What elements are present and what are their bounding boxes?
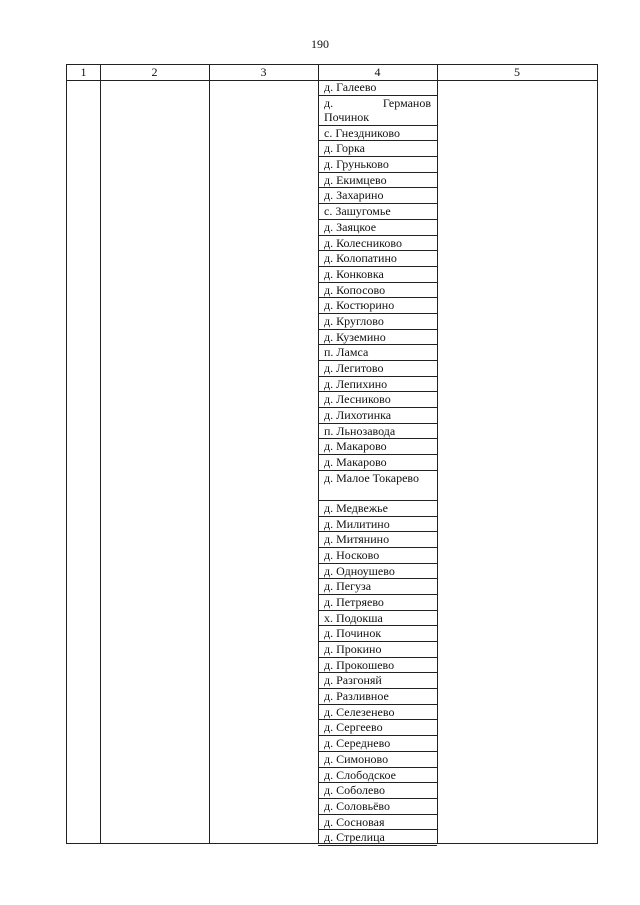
locality-cell: д. Захарино [318, 188, 437, 204]
locality-cell: д. Петряево [318, 595, 437, 611]
locality-cell: с. Гнездниково [318, 126, 437, 142]
locality-cell: д. Соловьёво [318, 799, 437, 815]
locality-cell: д. Починок [318, 626, 437, 642]
locality-cell: д. Малое Токарево [318, 471, 437, 501]
locality-cell: д. Середнево [318, 736, 437, 752]
locality-cell: д. Симоново [318, 752, 437, 768]
locality-cell: с. Зашугомье [318, 204, 437, 220]
locality-cell: д. Соболево [318, 783, 437, 799]
locality-cell: д. Германов Починок [318, 96, 437, 126]
locality-cell: д. Медвежье [318, 501, 437, 517]
locality-column [318, 80, 437, 846]
header-col-5: 5 [514, 65, 520, 79]
header-col-1: 1 [80, 65, 87, 79]
locality-cell: д. Лепихино [318, 377, 437, 393]
header-col-4: 4 [374, 65, 381, 79]
locality-cell: д. Носково [318, 548, 437, 564]
locality-cell: д. Сосновая [318, 815, 437, 831]
locality-cell: д. Одноушево [318, 564, 437, 580]
locality-cell: х. Подокша [318, 611, 437, 627]
locality-cell: д. Прокошево [318, 658, 437, 674]
locality-cell: д. Макарово [318, 455, 437, 471]
locality-cell: д. Милитино [318, 517, 437, 533]
locality-cell: д. Колопатино [318, 251, 437, 267]
locality-cell: д. Горка [318, 141, 437, 157]
locality-cell: д. Костюрино [318, 298, 437, 314]
locality-cell: д. Прокино [318, 642, 437, 658]
locality-cell: д. Митянино [318, 532, 437, 548]
locality-cell: д. Разливное [318, 689, 437, 705]
locality-cell: д. Куземино [318, 330, 437, 346]
locality-cell: д. Лихотинка [318, 408, 437, 424]
locality-cell: д. Заяцкое [318, 220, 437, 236]
table-header-row [67, 65, 597, 81]
locality-cell: д. Екимцево [318, 173, 437, 189]
column-divider [437, 65, 438, 843]
locality-cell: д. Копосово [318, 283, 437, 299]
locality-cell: п. Льнозавода [318, 424, 437, 440]
locality-cell: д. Груньково [318, 157, 437, 173]
locality-cell: д. Макарово [318, 439, 437, 455]
locality-cell: д. Круглово [318, 314, 437, 330]
locality-cell: д. Конковка [318, 267, 437, 283]
locality-cell: д. Разгоняй [318, 673, 437, 689]
locality-cell: д. Сергеево [318, 720, 437, 736]
column-divider [100, 65, 101, 843]
page-number: 190 [311, 37, 329, 51]
locality-cell: д. Легитово [318, 361, 437, 377]
locality-cell: д. Колесниково [318, 236, 437, 252]
column-divider [209, 65, 210, 843]
locality-cell: д. Слободское [318, 768, 437, 784]
settlements-table [66, 64, 598, 844]
header-col-2: 2 [151, 65, 158, 79]
locality-cell: д. Лесниково [318, 392, 437, 408]
locality-cell: д. Стрелица [318, 830, 437, 846]
locality-cell: д. Пегуза [318, 579, 437, 595]
locality-cell: п. Ламса [318, 345, 437, 361]
locality-cell: д. Селезенево [318, 705, 437, 721]
locality-cell: д. Галеево [318, 80, 437, 96]
header-col-3: 3 [260, 65, 267, 79]
